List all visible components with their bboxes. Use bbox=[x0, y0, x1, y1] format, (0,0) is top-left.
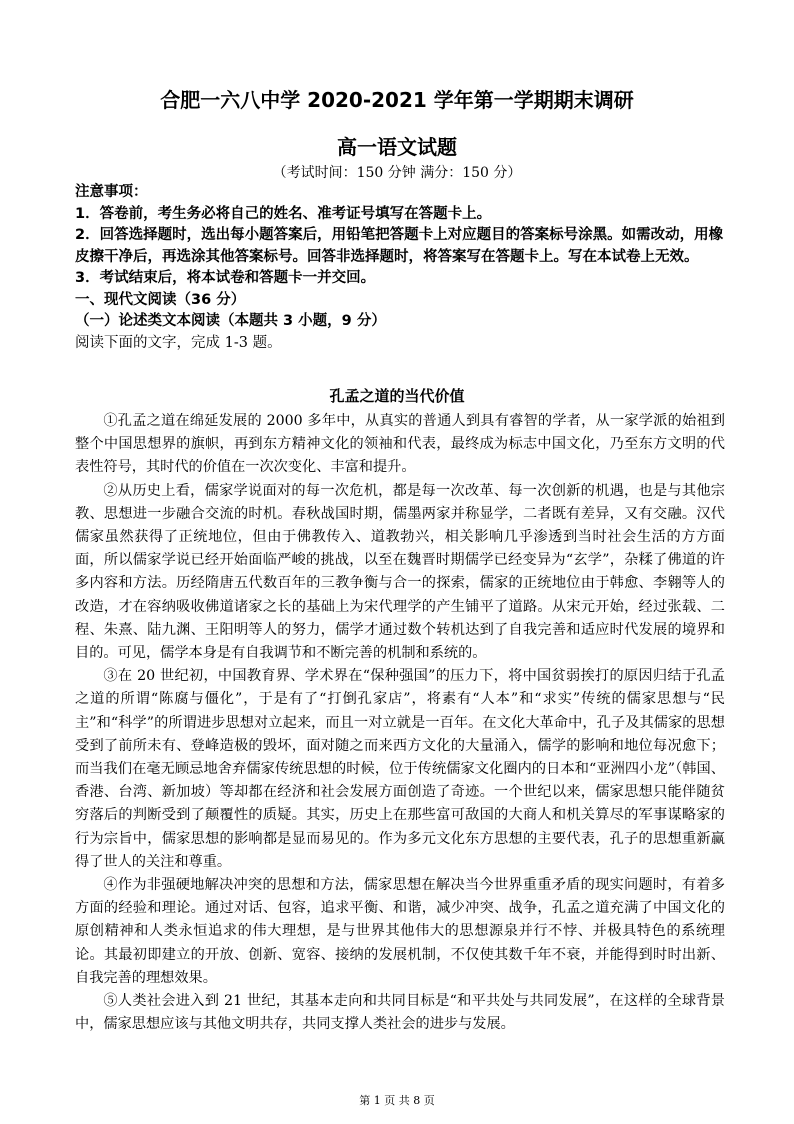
article-paragraph-3: ③在 20 世纪初，中国教育界、学术界在“保种强国”的压力下，将中国贫弱挨打的原因归结于孔孟之道的所谓“陈腐与僵化”，于是有了“打倒孔家店”，将素有“人本”和“求实”传统的儒家思想与“民主”和“科学”的所谓进步思想对立起来，而且一对立就是一百年。在文化大革命中，孔子及其儒家的思想受到了前所未有、登峰造极的毁坏，面对随之而来西方文化的大量涌入，儒学的影响和地位每况愈下；而当我们在毫无顾忌地舍弃儒家传统思想的时候，位于传统儒家文化圈内的日本和“亚洲四小龙”（韩国、香港、台湾、新加坡）等却都在经济和社会发展方面创造了奇迹。一个世纪以来，儒家思想只能伴随贫穷落后的判断受到了颠覆性的质疑。其实，历史上在那些富可敌国的大商人和机关算尽的军事谋略家的行为宗旨中，儒家思想的影响都是显而易见的。作为多元文化东方思想的主要代表，孔子的思想重新赢得了世人的关注和尊重。 bbox=[75, 668, 725, 870]
page-footer: 第 1 页 共 8 页 bbox=[359, 1094, 435, 1107]
notice-item-3: 3．考试结束后，将本试卷和答题卡一并交回。 bbox=[75, 270, 376, 286]
part-heading: 一、现代文阅读（36 分） bbox=[75, 291, 246, 308]
subject-title: 高一语文试题 bbox=[337, 135, 457, 159]
article-paragraph-2: ②从历史上看，儒家学说面对的每一次危机，都是每一次改革、每一次创新的机遇，也是与其他宗教、思想进一步融合交流的时机。春秋战国时期，儒墨两家并称显学，二者既有差异，又有交融。汉代儒家虽然获得了正统地位，但由于佛教传入、道教勃兴，相关影响几乎渗透到当时社会生活的方方面面，所以儒家学说已经开始面临严峻的挑战，以至在魏晋时期儒学已经变异为“玄学”，杂糅了佛道的许多内容和方法。历经隋唐五代数百年的三教争衡与合一的探索，儒家的正统地位由于韩愈、李翱等人的改造，才在容纳吸收佛道诸家之长的基础上为宋代理学的产生铺平了道路。从宋元开始，经过张载、二程、朱熹、陆九渊、王阳明等人的努力，儒学才通过数个转机达到了自我完善和适应时代发展的境界和目的。可见，儒学本身是有自我调节和不断完善的机制和系统的。 bbox=[75, 482, 725, 662]
article-body bbox=[75, 410, 725, 1036]
article-paragraph-4: ④作为非强硬地解决冲突的思想和方法，儒家思想在解决当今世界重重矛盾的现实问题时，有着多方面的经验和理论。通过对话、包容，追求平衡、和谐，减少冲突、战争，孔孟之道充满了中国文化的原创精神和人类永恒追求的伟大理想，是与世界其他伟大的思想源泉并行不悖、并极具特色的系统理论。其最初即建立的开放、创新、宽容、接纳的发展机制，不仅使其数千年不衰，并能得到时时出新、自我完善的理想效果。 bbox=[75, 877, 725, 986]
article-title: 孔孟之道的当代价值 bbox=[329, 387, 465, 405]
notice-item-1: 1．答卷前，考生务必将自己的姓名、准考证号填写在答题卡上。 bbox=[75, 205, 492, 222]
notice-item-2: 2．回答选择题时，选出每小题答案后，用铅笔把答题卡上对应题目的答案标号涂黑。如需改动，用橡皮擦干净后，再选涂其他答案标号。回答非选择题时，将答案写在答题卡上。写在本试卷上无效。 bbox=[75, 227, 724, 265]
article-paragraph-1: ①孔孟之道在绵延发展的 2000 多年中，从真实的普通人到具有睿智的学者，从一家学派的始祖到整个中国思想界的旗帜，再到东方精神文化的领袖和代表，最终成为标志中国文化，乃至东方文明的代表性符号，其时代的价值在一次次变化、丰富和提升。 bbox=[75, 413, 725, 476]
instruction: 阅读下面的文字，完成 1-3 题。 bbox=[75, 334, 282, 351]
exam-info: （考试时间：150 分钟 满分：150 分） bbox=[272, 165, 522, 181]
article-paragraph-5: ⑤人类社会进入到 21 世纪，其基本走向和共同目标是“和平共处与共同发展”，在这样的全球背景中，儒家思想应该与其他文明共存，共同支撑人类社会的进步与发展。 bbox=[75, 993, 725, 1033]
notice-section bbox=[75, 182, 725, 354]
notice-heading: 注意事项： bbox=[75, 184, 148, 200]
sub-heading: （一）论述类文本阅读（本题共 3 小题，9 分） bbox=[75, 313, 386, 329]
school-title: 合肥一六八中学 2020-2021 学年第一学期期末调研 bbox=[160, 88, 634, 112]
